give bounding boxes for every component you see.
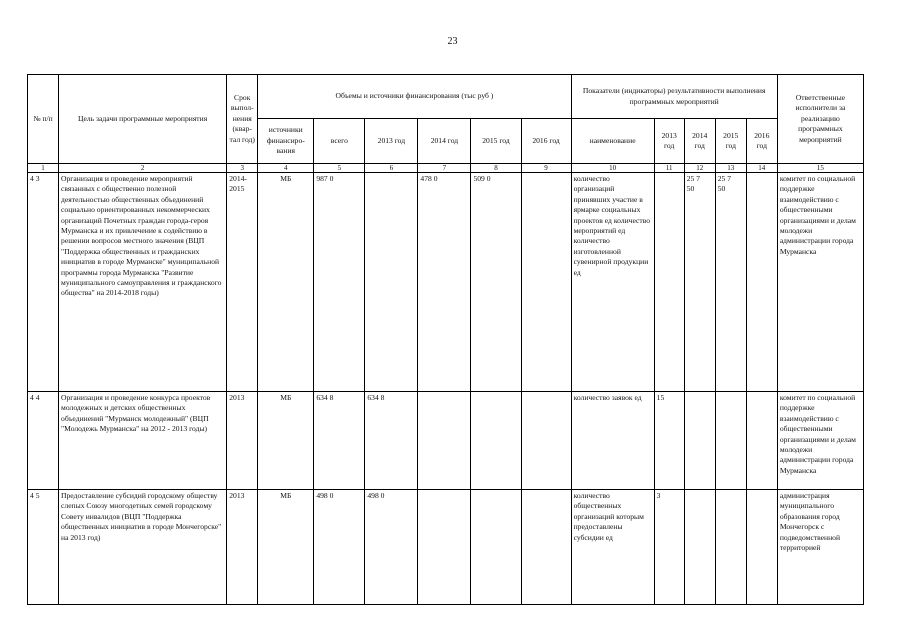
col-number: 7 [418, 164, 471, 173]
row-source: МБ [258, 392, 314, 490]
header-2014: 2014 год [418, 119, 471, 164]
row-responsible: администрация муниципального образования город Мончегорск с подведомственной территорией [777, 490, 863, 605]
header-term: Срок выпол-нения (квар-тал год) [227, 75, 258, 164]
row-goal: Предоставление субсидий городскому обществу слепых Союзу многодетных семей городскому Совету инвалидов (ВЦП "Поддержка общественных инициатив в городе Мончегорске" на 2013 год) [59, 490, 227, 605]
row-indicator-2013: 15 [654, 392, 684, 490]
header-indicator-2013: 2013 год [654, 119, 684, 164]
row-total: 634 8 [314, 392, 365, 490]
row-responsible: комитет по социальной поддержке взаимодействию с общественными организациями и делам молодежи администрации города Мурманска [777, 392, 863, 490]
row-num: 4 3 [28, 173, 59, 392]
header-indicator-2016: 2016 год [746, 119, 777, 164]
table-row [28, 490, 864, 605]
header-2016: 2016 год [521, 119, 571, 164]
row-2016 [521, 173, 571, 392]
row-goal: Организация и проведение конкурса проектов молодежных и детских общественных объединений "Мурманск молодежный" (ВЦП "Молодежь Мурманска" на 2012 - 2013 годы) [59, 392, 227, 490]
col-number: 4 [258, 164, 314, 173]
row-2015 [471, 490, 521, 605]
header-indicators-group: Показатели (индикаторы) результативности выполнения программных мероприятий [571, 75, 777, 119]
row-responsible: комитет по социальной поддержке взаимодействию с общественными организациями и делам молодежи администрации города Мурманска [777, 173, 863, 392]
row-indicator-2016 [746, 490, 777, 605]
row-total: 987 0 [314, 173, 365, 392]
row-indicator-2016 [746, 392, 777, 490]
row-2014 [418, 392, 471, 490]
program-table [27, 74, 864, 605]
header-2015: 2015 год [471, 119, 521, 164]
col-number: 13 [715, 164, 746, 173]
row-num: 4 5 [28, 490, 59, 605]
column-number-row [28, 164, 864, 173]
row-goal: Организация и проведение мероприятий связанных с общественно полезной деятельностью общественных объединений социально ориентированных некоммерческих организаций Почетных граждан города-героя Мурманска и их привлечение к содействию в решении вопросов местного значения (ВЦП "Поддержка общественных и гражданских инициатив в городе Мурманске" муниципальной программы города Мурманска "Развитие муниципального самоуправления и гражданского общества" на 2014-2018 годы) [59, 173, 227, 392]
row-indicator: количество организаций принявших участие в ярмарке социальных проектов ед количество мероприятий ед количество изготовленной сувенирной продукции ед [571, 173, 654, 392]
row-indicator: количество заявок ед [571, 392, 654, 490]
row-indicator-2014 [684, 490, 715, 605]
header-goal: Цель задачи программные мероприятия [59, 75, 227, 164]
table-row [28, 392, 864, 490]
header-num: № п/п [28, 75, 59, 164]
row-indicator-2016 [746, 173, 777, 392]
row-term: 2013 [227, 392, 258, 490]
row-source: МБ [258, 490, 314, 605]
row-2013 [365, 173, 418, 392]
row-term: 2013 [227, 490, 258, 605]
col-number: 10 [571, 164, 654, 173]
header-2013: 2013 год [365, 119, 418, 164]
row-total: 498 0 [314, 490, 365, 605]
row-indicator-2013: 3 [654, 490, 684, 605]
header-indicator-2014: 2014 год [684, 119, 715, 164]
col-number: 9 [521, 164, 571, 173]
row-indicator-2015 [715, 490, 746, 605]
col-number: 15 [777, 164, 863, 173]
row-indicator-2015: 25 7 50 [715, 173, 746, 392]
col-number: 2 [59, 164, 227, 173]
col-number: 8 [471, 164, 521, 173]
col-number: 12 [684, 164, 715, 173]
row-indicator-2014: 25 7 50 [684, 173, 715, 392]
header-indicator-2015: 2015 год [715, 119, 746, 164]
row-2016 [521, 490, 571, 605]
row-num: 4 4 [28, 392, 59, 490]
row-2013: 498 0 [365, 490, 418, 605]
col-number: 1 [28, 164, 59, 173]
col-number: 6 [365, 164, 418, 173]
col-number: 5 [314, 164, 365, 173]
table-row [28, 173, 864, 392]
header-row-1 [28, 75, 864, 119]
header-total: всего [314, 119, 365, 164]
row-2015: 509 0 [471, 173, 521, 392]
row-2014 [418, 490, 471, 605]
row-2016 [521, 392, 571, 490]
row-2015 [471, 392, 521, 490]
header-responsible: Ответственные исполнители за реализацию программных мероприятий [777, 75, 863, 164]
col-number: 14 [746, 164, 777, 173]
row-2014: 478 0 [418, 173, 471, 392]
col-number: 11 [654, 164, 684, 173]
row-term: 2014- 2015 [227, 173, 258, 392]
page-number: 23 [447, 36, 458, 47]
row-indicator-2015 [715, 392, 746, 490]
row-indicator: количество общественных организаций которым предоставлены субсидии ед [571, 490, 654, 605]
col-number: 3 [227, 164, 258, 173]
row-source: МБ [258, 173, 314, 392]
row-2013: 634 8 [365, 392, 418, 490]
row-indicator-2013 [654, 173, 684, 392]
header-funding-group: Объемы и источники финансирования (тыс руб ) [258, 75, 571, 119]
header-source: источники финансиро-вания [258, 119, 314, 164]
row-indicator-2014 [684, 392, 715, 490]
header-indicator-name: наименование [571, 119, 654, 164]
